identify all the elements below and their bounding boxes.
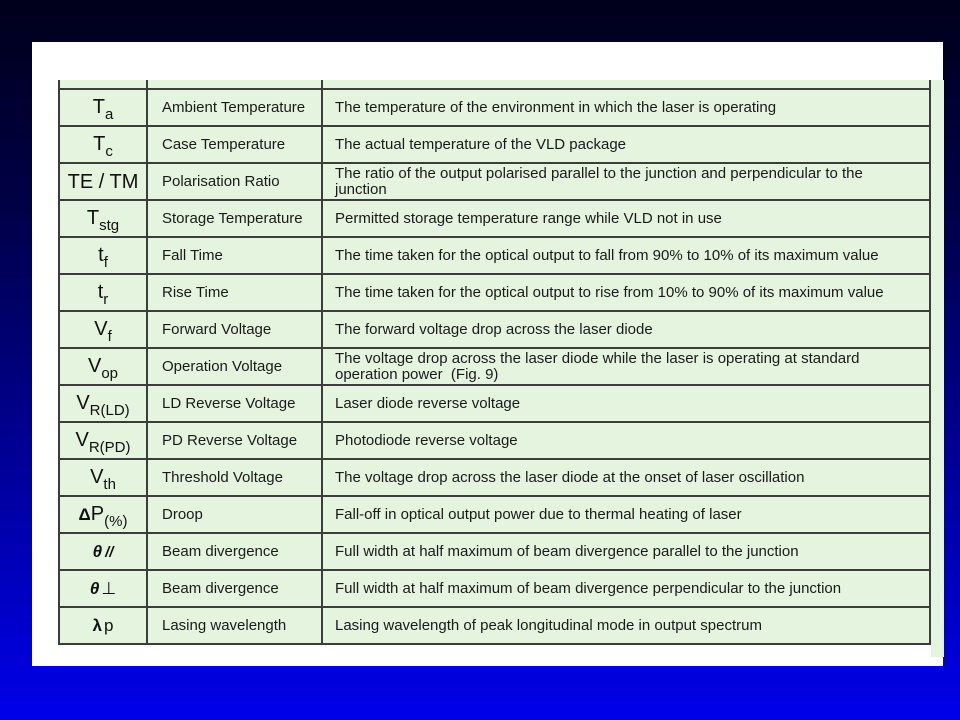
parameter-description: Photodiode reverse voltage <box>323 423 931 458</box>
table-row <box>60 460 931 497</box>
symbol <box>97 280 109 308</box>
symbol-text: T <box>92 95 105 118</box>
parameter-table <box>58 80 931 645</box>
parameter-name: PD Reverse Voltage <box>148 423 323 458</box>
parameter-name: Case Temperature <box>148 127 323 162</box>
parameter-description: The temperature of the environment in which the laser is operating <box>323 90 931 125</box>
symbol-text: P <box>90 502 105 525</box>
parameter-name: Beam divergence <box>148 571 323 606</box>
symbol-subscript: f <box>107 327 112 345</box>
parameter-description: The ratio of the output polarised parallel to the junction and perpendicular to the junction <box>323 164 931 199</box>
table-row <box>60 164 931 201</box>
symbol-cell <box>60 80 148 88</box>
parameter-description: Fall-off in optical output power due to thermal heating of laser <box>323 497 931 532</box>
parameter-name: Beam divergence <box>148 534 323 569</box>
symbol-subscript: a <box>104 105 114 123</box>
symbol-cell <box>60 497 148 532</box>
parameter-name: Droop <box>148 497 323 532</box>
symbol <box>90 578 116 599</box>
parameter-description: Full width at half maximum of beam divergence parallel to the junction <box>323 534 931 569</box>
symbol <box>86 206 120 234</box>
table-row <box>60 275 931 312</box>
symbol-cell <box>60 608 148 643</box>
symbol <box>90 465 116 493</box>
parameter-name <box>148 80 323 88</box>
symbol <box>76 391 130 419</box>
table-row <box>60 497 931 534</box>
table-row <box>60 349 931 386</box>
table-row <box>60 127 931 164</box>
parameter-description: Lasing wavelength of peak longitudinal mode in output spectrum <box>323 608 931 643</box>
table-row <box>60 571 931 608</box>
parameter-description: The voltage drop across the laser diode at the onset of laser oscillation <box>323 460 931 495</box>
parameter-name: Forward Voltage <box>148 312 323 347</box>
table-row <box>60 90 931 127</box>
symbol <box>98 243 108 271</box>
symbol-cell <box>60 423 148 458</box>
parameter-description: Full width at half maximum of beam divergence perpendicular to the junction <box>323 571 931 606</box>
parameter-name: Lasing wavelength <box>148 608 323 643</box>
table-row <box>60 386 931 423</box>
symbol-text: T <box>93 132 106 155</box>
parameter-name: LD Reverse Voltage <box>148 386 323 421</box>
table-row <box>60 423 931 460</box>
table-row <box>60 201 931 238</box>
symbol-text: V <box>94 317 108 340</box>
symbol <box>92 95 114 123</box>
symbol-cell <box>60 164 148 199</box>
table-row <box>60 312 931 349</box>
symbol-greek-letter: Δ <box>78 504 91 524</box>
symbol-cell <box>60 238 148 273</box>
parameter-name: Storage Temperature <box>148 201 323 236</box>
symbol-cell <box>60 90 148 125</box>
symbol-text: V <box>76 391 90 414</box>
table-row <box>60 608 931 645</box>
table-row <box>60 238 931 275</box>
parameter-name: Fall Time <box>148 238 323 273</box>
symbol-cell <box>60 275 148 310</box>
symbol <box>93 615 114 636</box>
parameter-name: Operation Voltage <box>148 349 323 384</box>
symbol-subscript: stg <box>99 216 120 234</box>
table-row-partial <box>60 80 931 90</box>
symbol-greek-letter: θ <box>89 579 100 598</box>
symbol-subscript: R(LD) <box>89 401 130 419</box>
parameter-description: Permitted storage temperature range while VLD not in use <box>323 201 931 236</box>
symbol <box>75 428 131 456</box>
symbol-cell <box>60 460 148 495</box>
parameter-name: Rise Time <box>148 275 323 310</box>
symbol-subscript: (%) <box>104 512 128 530</box>
symbol-text: V <box>87 354 102 377</box>
symbol <box>94 317 112 345</box>
parameter-description: The actual temperature of the VLD package <box>323 127 931 162</box>
symbol-text: ⊥ <box>101 579 117 598</box>
symbol-greek-letter: θ <box>92 541 103 561</box>
symbol-cell <box>60 571 148 606</box>
parameter-description: Laser diode reverse voltage <box>323 386 931 421</box>
symbol-text: T <box>86 206 100 229</box>
symbol-cell <box>60 534 148 569</box>
symbol-cell <box>60 312 148 347</box>
symbol-text: t <box>98 243 104 266</box>
table-edge <box>931 80 944 657</box>
symbol-subscript: op <box>101 364 119 382</box>
symbol <box>87 354 119 382</box>
parameter-name: Polarisation Ratio <box>148 164 323 199</box>
symbol <box>93 541 114 563</box>
symbol-text: TE / TM <box>67 170 139 193</box>
symbol-text: V <box>90 465 104 488</box>
symbol-text: // <box>105 543 114 561</box>
parameter-description: The forward voltage drop across the laser diode <box>323 312 931 347</box>
symbol-cell <box>60 127 148 162</box>
symbol-subscript: c <box>105 142 113 160</box>
parameter-description: The time taken for the optical output to rise from 10% to 90% of its maximum value <box>323 275 931 310</box>
parameter-name: Ambient Temperature <box>148 90 323 125</box>
symbol-text: t <box>97 280 104 303</box>
symbol-text: p <box>104 616 114 635</box>
parameter-description: The voltage drop across the laser diode while the laser is operating at standard operation power (Fig. 9) <box>323 349 931 384</box>
symbol <box>93 132 113 160</box>
symbol-cell <box>60 349 148 384</box>
symbol-cell <box>60 201 148 236</box>
symbol <box>78 502 128 530</box>
symbol-subscript: r <box>103 290 109 308</box>
parameter-name: Threshold Voltage <box>148 460 323 495</box>
symbol-subscript: f <box>103 253 108 271</box>
symbol-cell <box>60 386 148 421</box>
parameter-description: The time taken for the optical output to fall from 90% to 10% of its maximum value <box>323 238 931 273</box>
parameter-description <box>323 80 931 88</box>
symbol-text: V <box>75 428 89 451</box>
symbol-subscript: R(PD) <box>88 438 131 456</box>
symbol-greek-letter: λ <box>92 616 102 635</box>
table-row <box>60 534 931 571</box>
symbol <box>68 172 139 192</box>
symbol-subscript: th <box>103 475 116 493</box>
